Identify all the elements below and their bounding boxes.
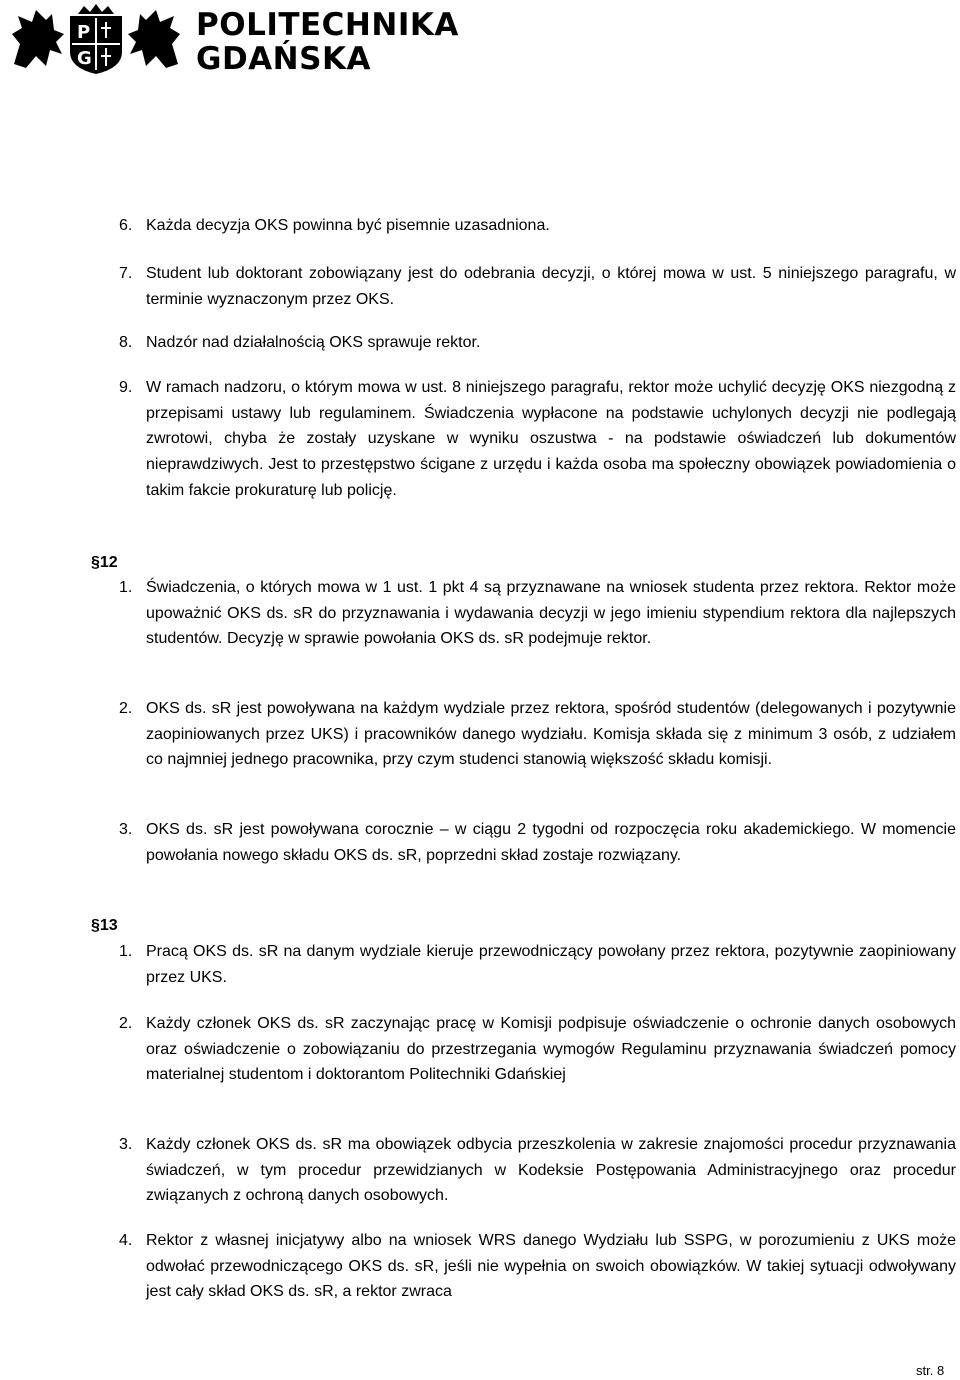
item-number: 4. [119, 1232, 133, 1249]
shield-letter-g: G [77, 48, 92, 69]
par12-item-2 [119, 696, 956, 773]
list-item-6 [119, 213, 956, 239]
page-number: str. 8 [916, 1363, 945, 1378]
paragraph-sign-icon: § [91, 917, 100, 934]
item-number: 2. [119, 1015, 133, 1032]
list-item-7 [119, 261, 956, 312]
logo-wordmark [196, 8, 459, 76]
item-text: W ramach nadzoru, o którym mowa w ust. 8 niniejszego paragrafu, rektor może uchylić decyzję OKS niezgodną z przepisami ustawy lub regulaminem. Świadczenia wypłacone na podstawie uchylonych decyzji nie podlegają zwrotowi, chyba że zostały uzyskane w wyniku oszustwa - na podstawie oświadczeń lub dokumentów nieprawdziwych. Jest to przestępstwo ścigane z urzędu i każda osoba ma społeczny obowiązek powiadomienia o takim fakcie prokuraturę lub policję. [146, 379, 956, 499]
item-number: 6. [119, 217, 133, 234]
par12-item-1 [119, 575, 956, 652]
par13-item-3 [119, 1132, 956, 1209]
item-number: 8. [119, 334, 133, 351]
par13-item-4 [119, 1228, 956, 1305]
item-text: Każda decyzja OKS powinna być pisemnie uzasadniona. [146, 217, 550, 234]
item-text: Student lub doktorant zobowiązany jest do odebrania decyzji, o której mowa w ust. 5 niniejszego paragrafu, w terminie wyznaczonym przez OKS. [146, 265, 956, 308]
item-text: OKS ds. sR jest powoływana corocznie – w ciągu 2 tygodni od rozpoczęcia roku akademickiego. W momencie powołania nowego składu OKS ds. sR, poprzedni skład zostaje rozwiązany. [146, 821, 956, 864]
paragraph-12-heading [91, 554, 118, 572]
university-logo [6, 4, 459, 77]
item-number: 1. [119, 579, 133, 596]
item-number: 7. [119, 265, 133, 282]
item-text: OKS ds. sR jest powoływana na każdym wydziale przez rektora, spośród studentów (delegowanych i pozytywnie zaopiniowanych przez UKS) i pracowników danego wydziału. Komisja składa się z minimum 3 osób, z udziałem co najmniej jednego pracownika, przy czym studenci stanowią większość składu komisji. [146, 700, 956, 769]
shield-emblem-icon [6, 4, 186, 76]
item-text: Świadczenia, o których mowa w 1 ust. 1 pkt 4 są przyznawane na wniosek studenta przez rektora. Rektor może upoważnić OKS ds. sR do przyznawania i wydawania decyzji w jego imieniu stypendium rektora dla najlepszych studentów. Decyzję w sprawie powołania OKS ds. sR podejmuje rektor. [146, 579, 956, 648]
item-text: Nadzór nad działalnością OKS sprawuje rektor. [146, 334, 481, 351]
paragraph-13-heading [91, 917, 118, 935]
paragraph-number: 12 [99, 554, 118, 571]
logo-line-2: GDAŃSKA [196, 41, 371, 77]
shield-letter-p: P [77, 22, 91, 43]
item-number: 3. [119, 821, 133, 838]
item-number: 3. [119, 1136, 133, 1153]
paragraph-number: 13 [99, 917, 118, 934]
item-number: 9. [119, 379, 133, 396]
paragraph-sign-icon: § [91, 554, 100, 571]
par13-item-1 [119, 939, 956, 990]
par12-item-3 [119, 817, 956, 868]
item-text: Każdy członek OKS ds. sR ma obowiązek odbycia przeszkolenia w zakresie znajomości procedur przyznawania świadczeń, w tym procedur przewidzianych w Kodeksie Postępowania Administracyjnego oraz procedur związanych z ochroną danych osobowych. [146, 1136, 956, 1205]
item-text: Pracą OKS ds. sR na danym wydziale kieruje przewodniczący powołany przez rektora, pozytywnie zaopiniowany przez UKS. [146, 943, 956, 986]
logo-line-1: POLITECHNIKA [196, 7, 459, 43]
item-text: Każdy członek OKS ds. sR zaczynając pracę w Komisji podpisuje oświadczenie o ochronie danych osobowych oraz oświadczenie o zobowiązaniu do przestrzegania wymogów Regulaminu przyznawania świadczeń pomocy materialnej studentom i doktorantom Politechniki Gdańskiej [146, 1015, 956, 1084]
item-number: 1. [119, 943, 133, 960]
item-text: Rektor z własnej inicjatywy albo na wniosek WRS danego Wydziału lub SSPG, w porozumieniu z UKS może odwołać przewodniczącego OKS ds. sR, jeśli nie wypełnia on swoich obowiązków. W takiej sytuacji odwoływany jest cały skład OKS ds. sR, a rektor zwraca [146, 1232, 956, 1301]
list-item-8 [119, 330, 956, 356]
par13-item-2 [119, 1011, 956, 1088]
list-item-9 [119, 375, 956, 504]
item-number: 2. [119, 700, 133, 717]
